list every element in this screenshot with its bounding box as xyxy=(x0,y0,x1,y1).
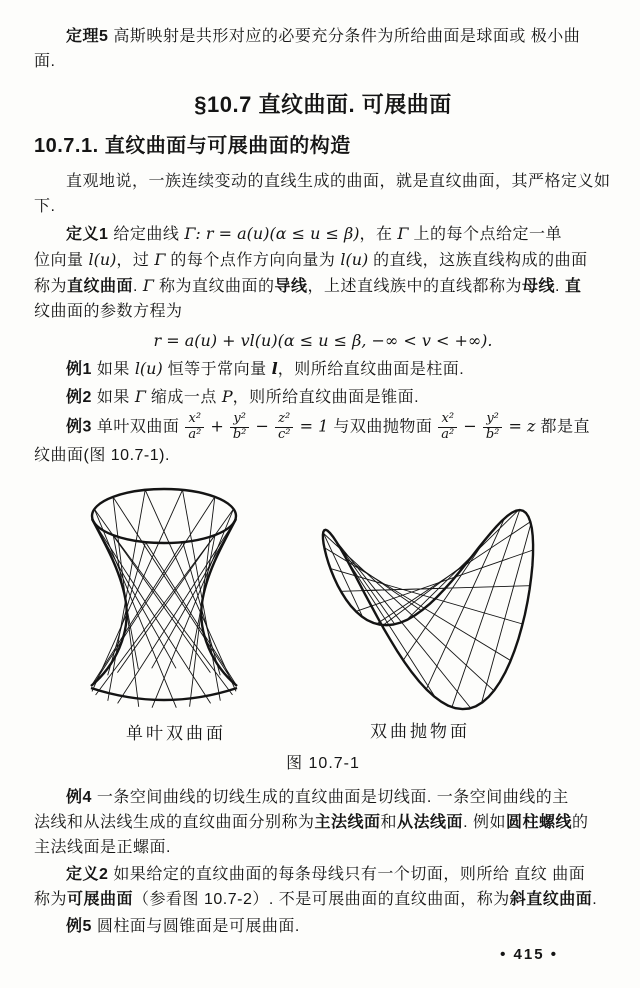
text-segment: 缩成一点 xyxy=(145,389,222,406)
text-segment: 圆柱螺线 xyxy=(505,813,572,831)
fraction: $\frac{\text{x²}}{\text{a²}}$ xyxy=(184,412,205,443)
text-line xyxy=(34,247,612,273)
text-segment: 称为直纹曲面的 xyxy=(154,278,275,295)
text-segment: = 1 xyxy=(294,416,334,436)
text-segment: 纹曲面的参数方程为 xyxy=(34,303,183,320)
text-segment: . 例如 xyxy=(463,813,506,831)
text-segment: . xyxy=(133,278,143,295)
text-segment: Γ xyxy=(134,387,146,406)
text-segment: 主法线面是正螺面. xyxy=(34,838,171,856)
text-segment: 称为 xyxy=(34,890,68,908)
text-segment: ，过 xyxy=(116,252,155,269)
text-segment: 圆柱面与圆锥面是可展曲面. xyxy=(91,917,300,935)
text-segment: ，上述直线族中的直线都称为 xyxy=(307,278,523,295)
text-segment: l xyxy=(271,359,278,378)
text-line xyxy=(34,887,612,912)
text-segment: 10.7.1. 直纹曲面与可展曲面的构造 xyxy=(34,135,351,157)
text-segment: 称为 xyxy=(34,278,68,295)
text-segment: 例2 xyxy=(66,389,92,406)
text-line xyxy=(34,132,612,160)
text-line xyxy=(34,194,612,219)
fraction: $\frac{\text{z²}}{\text{c²}}$ xyxy=(274,412,295,443)
text-line xyxy=(34,810,612,835)
text-segment: 斜直纹曲面 xyxy=(509,890,593,908)
fraction: $\frac{\text{x²}}{\text{a²}}$ xyxy=(437,412,458,443)
text-segment: l(u) xyxy=(340,250,369,269)
text-segment: 恒等于常向量 xyxy=(162,361,272,378)
example-4 xyxy=(34,785,612,860)
text-segment: − xyxy=(458,416,482,436)
text-line xyxy=(34,221,612,247)
text-segment: P xyxy=(221,387,233,406)
text-segment: ，在 xyxy=(359,226,398,243)
text-segment: 导线 xyxy=(274,278,308,295)
text-segment: 都是直 xyxy=(540,418,590,436)
text-segment: 高斯映射是共形对应的必要充分条件为所给曲面是球面或 极小曲 xyxy=(108,28,581,45)
example-3 xyxy=(34,412,612,468)
text-segment: 主法线面 xyxy=(314,813,381,831)
text-segment: 定理5 xyxy=(66,28,109,45)
text-segment: = z xyxy=(503,416,541,436)
text-line xyxy=(34,169,612,194)
text-line xyxy=(34,785,612,810)
text-segment: 给定曲线 xyxy=(108,226,185,243)
text-line xyxy=(34,90,612,120)
fraction: $\frac{\text{y²}}{\text{b²}}$ xyxy=(482,412,504,443)
text-segment: 例3 xyxy=(66,418,92,436)
section-title xyxy=(34,90,612,120)
text-line xyxy=(34,356,612,382)
text-flow-top xyxy=(34,24,612,468)
text-segment: Γ xyxy=(154,250,166,269)
text-segment: Γ xyxy=(142,276,155,295)
text-segment: 直 xyxy=(564,278,582,295)
text-segment: 的每个点作方向向量为 xyxy=(165,252,341,269)
text-segment: 从法线面 xyxy=(397,813,464,831)
figure-caption: 图 10.7-1 xyxy=(286,754,360,772)
text-segment: l(u) xyxy=(88,250,117,269)
text-segment: . xyxy=(555,278,565,295)
text-segment: 如果 xyxy=(91,361,135,378)
text-segment: 单叶双曲面 xyxy=(91,418,185,436)
text-segment: . xyxy=(592,890,598,908)
text-segment: §10.7 直纹曲面. 可展曲面 xyxy=(194,92,452,117)
text-segment: 例4 xyxy=(66,788,92,806)
text-segment: 如果 xyxy=(91,389,135,406)
definition-1 xyxy=(34,221,612,324)
definition-2 xyxy=(34,862,612,912)
hyperboloid-figure xyxy=(54,473,284,715)
text-segment: 和 xyxy=(380,813,398,831)
text-segment: ，则所给直纹曲面是柱面. xyxy=(277,361,465,378)
text-segment: 的 xyxy=(571,813,589,831)
text-segment: l(u) xyxy=(134,359,163,378)
text-segment: + xyxy=(205,416,229,436)
text-segment: Γ xyxy=(397,224,409,243)
figure-labels xyxy=(34,721,612,747)
text-line xyxy=(34,273,612,299)
example-5 xyxy=(34,914,612,939)
text-segment: （参看图 10.7-2）. 不是可展曲面的直纹曲面，称为 xyxy=(133,890,510,908)
text-segment: 上的每个点给定一单 xyxy=(408,226,562,243)
text-segment: ，则所给直纹曲面是锥面. xyxy=(232,389,420,406)
theorem-5 xyxy=(34,24,612,74)
text-line xyxy=(34,299,612,324)
text-line xyxy=(34,443,612,468)
text-line xyxy=(34,24,612,49)
text-flow-bottom xyxy=(34,785,612,939)
parametric-equation xyxy=(34,328,612,354)
text-segment: 的直线，这族直线构成的曲面 xyxy=(368,252,588,269)
text-segment: − xyxy=(250,416,274,436)
text-segment: 下. xyxy=(34,198,56,215)
text-segment: Γ: r = a(u)(α ≤ u ≤ β) xyxy=(184,224,360,243)
fraction: $\frac{\text{y²}}{\text{b²}}$ xyxy=(229,412,251,443)
text-segment: 如果给定的直纹曲面的每条母线只有一个切面，则所给 直纹 曲面 xyxy=(108,865,586,883)
text-segment: 一条空间曲线的切线生成的直纹曲面是切线面. 一条空间曲线的主 xyxy=(91,788,569,806)
example-2 xyxy=(34,384,612,410)
text-segment: 例1 xyxy=(66,361,92,378)
text-segment: 直观地说，一族连续变动的直线生成的曲面，就是直纹曲面，其严格定义如 xyxy=(66,173,611,190)
example-1 xyxy=(34,356,612,382)
figure-label-hyperboloid: 单叶双曲面 xyxy=(126,723,226,743)
text-line xyxy=(34,835,612,860)
text-segment: r = a(u) + vl(u)(α ≤ u ≤ β, −∞ < v < +∞). xyxy=(153,331,493,350)
text-segment: 直纹曲面 xyxy=(67,278,134,295)
text-segment: 与双曲抛物面 xyxy=(333,418,438,436)
text-segment: 定义1 xyxy=(66,226,109,243)
text-line xyxy=(34,49,612,74)
text-segment: 纹曲面(图 10.7-1). xyxy=(34,446,170,464)
text-line xyxy=(34,914,612,939)
intro-paragraph xyxy=(34,169,612,219)
text-line xyxy=(34,328,612,354)
page-number: • 415 • xyxy=(500,946,558,963)
text-line xyxy=(34,412,612,443)
text-segment: 母线 xyxy=(522,278,556,295)
text-segment: 位向量 xyxy=(34,252,89,269)
text-line xyxy=(34,862,612,887)
figure-10-7-1 xyxy=(34,473,612,713)
text-segment: 例5 xyxy=(66,917,92,935)
saddle-figure xyxy=(318,483,546,713)
text-segment: 面. xyxy=(34,53,56,70)
text-segment: 定义2 xyxy=(66,865,109,883)
subsection-title xyxy=(34,132,612,160)
figure-label-paraboloid: 双曲抛物面 xyxy=(370,721,470,741)
text-segment: 可展曲面 xyxy=(67,890,134,908)
text-line xyxy=(34,384,612,410)
text-segment: 法线和从法线生成的直纹曲面分别称为 xyxy=(34,813,315,831)
